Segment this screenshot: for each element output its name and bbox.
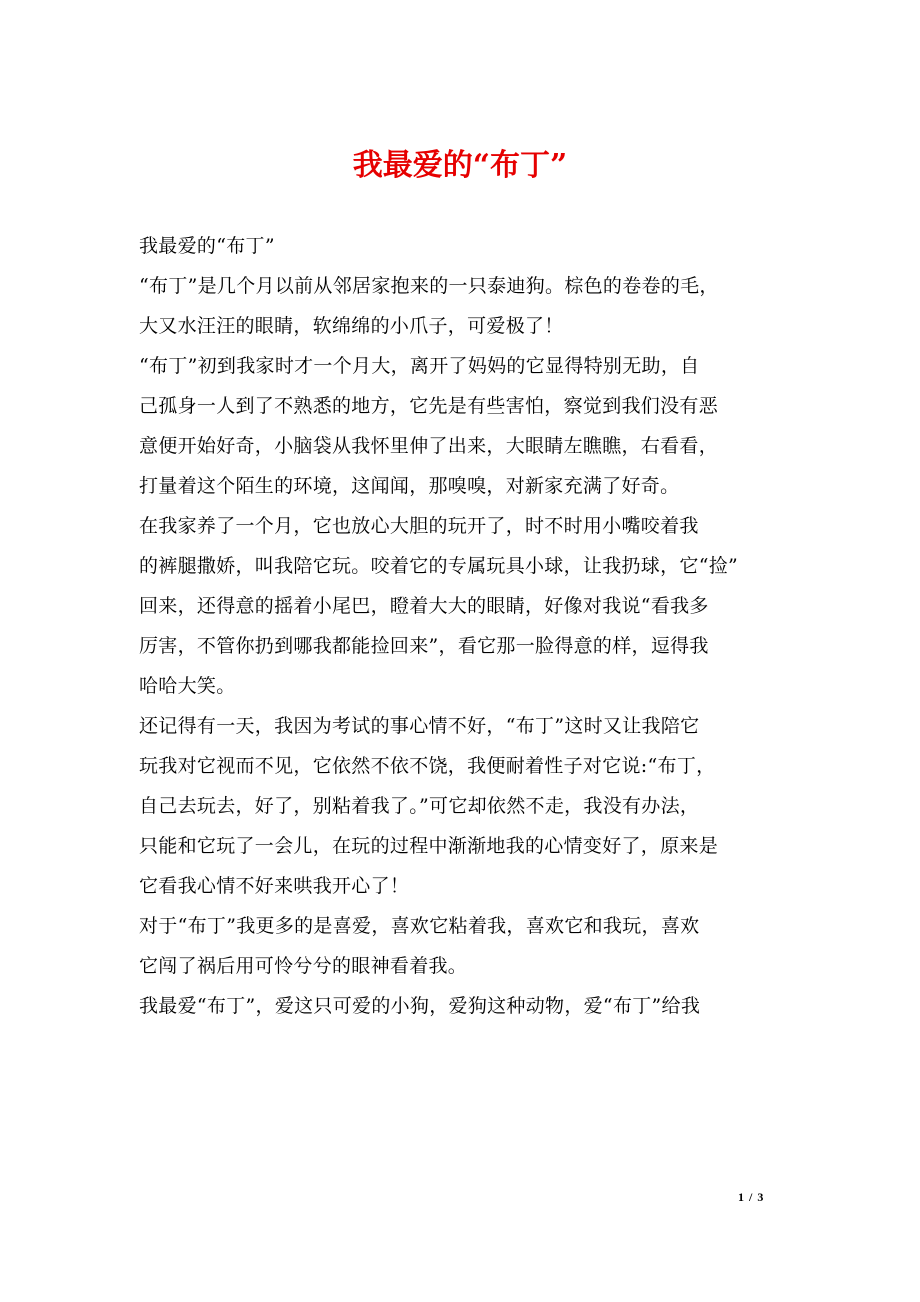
body-line: 在我家养了一个月，它也放心大胆的玩开了，时不时用小嘴咬着我 — [139, 515, 699, 537]
document-body — [139, 226, 799, 1026]
body-line: 己孤身一人到了不熟悉的地方，它先是有些害怕，察觉到我们没有恶 — [139, 395, 719, 417]
body-line: “布丁”初到我家时才一个月大，离开了妈妈的它显得特别无助，自 — [139, 355, 700, 377]
body-line: 我最爱“布丁”，爱这只可爱的小狗，爱狗这种动物，爱“布丁”给我 — [139, 995, 701, 1017]
body-line: 对于“布丁”我更多的是喜爱，喜欢它粘着我，喜欢它和我玩，喜欢 — [139, 915, 700, 937]
body-line: 还记得有一天，我因为考试的事心情不好，“布丁”这时又让我陪它 — [139, 715, 700, 737]
body-line: 厉害，不管你扔到哪我都能捡回来”，看它那一脸得意的样，逗得我 — [139, 635, 709, 657]
body-line: 哈哈大笑。 — [139, 675, 236, 697]
body-line: 玩我对它视而不见，它依然不依不饶，我便耐着性子对它说:“布丁， — [139, 755, 716, 777]
document-title: 我最爱的“布丁” — [352, 148, 568, 183]
body-line: 我最爱的“布丁” — [139, 235, 275, 257]
body-line: 大又水汪汪的眼睛，软绵绵的小爪子，可爱极了！ — [139, 315, 564, 337]
body-line: 打量着这个陌生的环境，这闻闻，那嗅嗅，对新家充满了好奇。 — [139, 475, 680, 497]
page-number: 1 / 3 — [738, 1190, 765, 1204]
body-line: 只能和它玩了一会儿，在玩的过程中渐渐地我的心情变好了，原来是 — [139, 835, 719, 857]
body-line: 它看我心情不好来哄我开心了！ — [139, 875, 410, 897]
body-line: 自己去玩去，好了，别粘着我了。”可它却依然不走，我没有办法， — [139, 795, 700, 817]
body-line: 回来，还得意的摇着小尾巴，瞪着大大的眼睛，好像对我说“看我多 — [139, 595, 709, 617]
body-line: 的裤腿撒娇，叫我陪它玩。咬着它的专属玩具小球，让我扔球，它“捡” — [139, 555, 739, 577]
body-line: 意便开始好奇，小脑袋从我怀里伸了出来，大眼睛左瞧瞧，右看看， — [139, 435, 719, 457]
body-line: 它闯了祸后用可怜兮兮的眼神看着我。 — [139, 955, 468, 977]
body-line: “布丁”是几个月以前从邻居家抱来的一只泰迪狗。棕色的卷卷的毛， — [139, 275, 719, 297]
